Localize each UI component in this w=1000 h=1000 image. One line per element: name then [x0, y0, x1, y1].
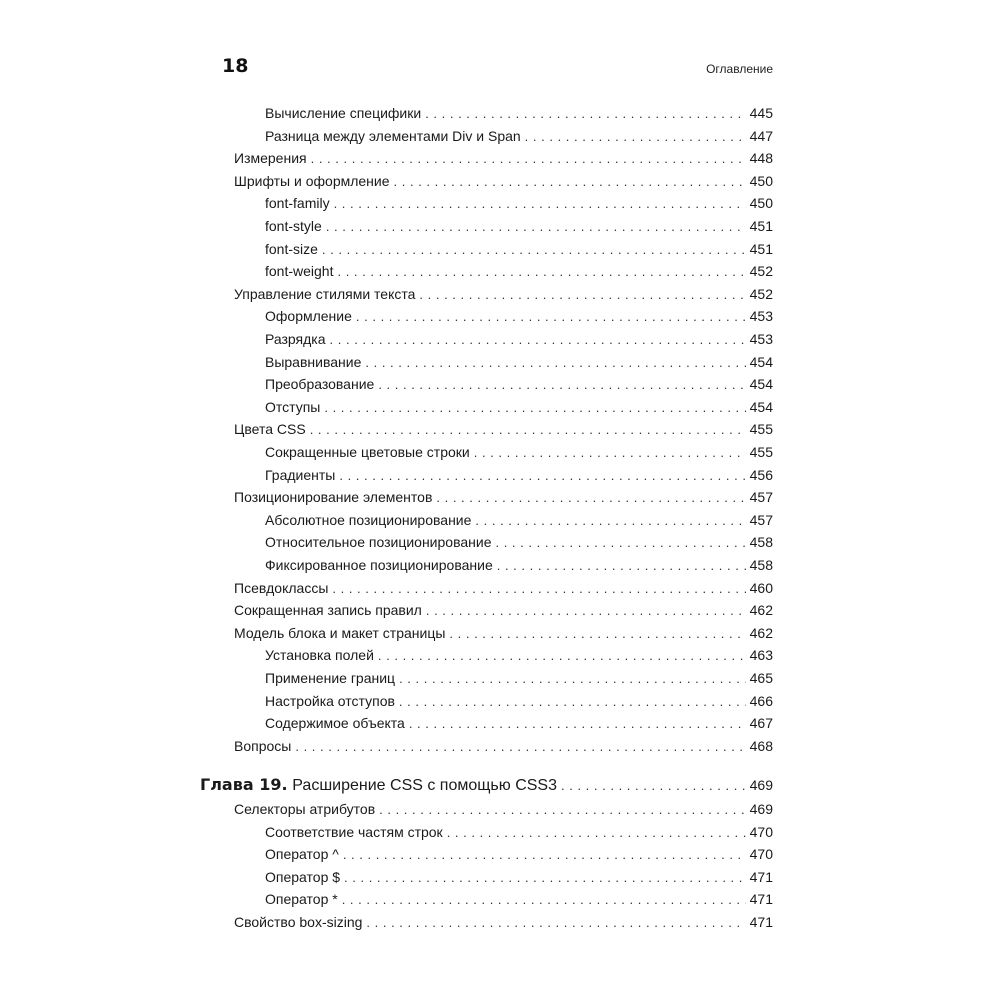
toc-entry [200, 147, 773, 169]
toc-entry [200, 690, 773, 712]
toc-entry-title: Измерения [234, 147, 311, 169]
dot-leader [342, 889, 746, 911]
toc-entry [200, 911, 773, 933]
dot-leader [419, 284, 745, 306]
dot-leader [447, 822, 746, 844]
dot-leader [425, 103, 745, 125]
toc-entry-title: Соответствие частям строк [265, 821, 447, 843]
toc-entry-page: 454 [749, 353, 773, 370]
toc-entry-title: Оформление [265, 305, 356, 327]
dot-leader [344, 867, 746, 889]
toc-entry-title: Позиционирование элементов [234, 486, 436, 508]
toc-entry [200, 486, 773, 508]
dot-leader [378, 645, 746, 667]
toc-entry-title: Преобразование [265, 373, 378, 395]
dot-leader [337, 261, 745, 283]
toc-entry-page: 470 [749, 823, 773, 840]
toc-entry [200, 396, 773, 418]
toc-entry-page: 460 [749, 579, 773, 596]
toc-entry-title: Установка полей [265, 644, 378, 666]
toc-entry [200, 464, 773, 486]
toc-entry-page: 451 [749, 218, 773, 234]
chapter-title-group [200, 774, 561, 797]
toc-entry [200, 798, 773, 820]
toc-entry-title: Псевдоклассы [234, 577, 332, 599]
toc-entry-title: Содержимое объекта [265, 712, 409, 734]
toc-entry [200, 735, 773, 757]
toc-entry [200, 622, 773, 644]
toc-entry-title: Цвета CSS [234, 418, 310, 440]
dot-leader [311, 148, 746, 170]
toc-entry-page: 455 [749, 421, 773, 438]
toc-entry [200, 888, 773, 910]
toc-entry-title: Разница между элементами Div и Span [265, 125, 525, 147]
toc-entry [200, 215, 773, 237]
toc-entry [200, 192, 773, 214]
toc-entry [200, 644, 773, 666]
toc-entry [200, 351, 773, 373]
toc-entry-title: Градиенты [265, 464, 339, 486]
toc-entry-page: 456 [749, 466, 773, 483]
toc-entry [200, 821, 773, 843]
toc-entry [200, 283, 773, 305]
toc-entry-page: 458 [749, 557, 773, 573]
toc-entry-page: 462 [749, 602, 773, 619]
toc-entry-page: 463 [749, 647, 773, 664]
toc-entry-title: Фиксированное позиционирование [265, 554, 497, 576]
toc-entry-page: 450 [749, 195, 773, 212]
dot-leader [399, 691, 746, 713]
toc-entry [200, 667, 773, 689]
toc-entry-page: 451 [749, 240, 773, 257]
dot-leader [426, 600, 746, 622]
dot-leader [561, 775, 746, 797]
dot-leader [475, 510, 745, 532]
toc-entry-title: Применение границ [265, 667, 399, 689]
dot-leader [525, 126, 746, 148]
toc-entry [200, 712, 773, 734]
toc-entry-title: Разрядка [265, 328, 330, 350]
chapter-page: 469 [749, 777, 773, 793]
toc-entry-page: 469 [749, 801, 773, 817]
toc-entry [200, 531, 773, 553]
toc-entry [200, 170, 773, 192]
page-number: 18 [222, 55, 249, 77]
dot-leader [334, 193, 746, 215]
toc-entry [200, 441, 773, 463]
toc-entry [200, 238, 773, 260]
toc-entry [200, 843, 773, 865]
toc-entry-title: Выравнивание [265, 351, 365, 373]
chapter-title: Расширение CSS с помощью CSS3 [292, 777, 557, 794]
toc-entry-title: Вопросы [234, 735, 295, 757]
toc-entry-page: 447 [749, 127, 773, 144]
dot-leader [339, 465, 745, 487]
toc-entry [200, 102, 773, 124]
dot-leader [394, 171, 746, 193]
toc-entry-page: 458 [749, 534, 773, 551]
dot-leader [474, 442, 746, 464]
toc-entry-page: 455 [749, 444, 773, 460]
dot-leader [365, 352, 745, 374]
toc-entry-page: 453 [749, 331, 773, 347]
dot-leader [436, 487, 745, 509]
chapter-label: Глава 19. [200, 775, 288, 794]
toc-entry-page: 470 [749, 846, 773, 863]
toc-entry [200, 418, 773, 440]
toc-entry-title: Относительное позиционирование [265, 531, 495, 553]
dot-leader [379, 799, 746, 821]
toc-entry-title: Оператор * [265, 888, 342, 910]
toc-entry-title: Вычисление специфики [265, 102, 425, 124]
dot-leader [378, 374, 745, 396]
dot-leader [330, 329, 746, 351]
dot-leader [295, 736, 745, 758]
dot-leader [495, 532, 745, 554]
toc-entry-title: Отступы [265, 396, 324, 418]
toc-entry-page: 465 [749, 670, 773, 686]
toc-entry [200, 577, 773, 599]
toc-entry-title: Управление стилями текста [234, 283, 419, 305]
toc-entry-page: 454 [749, 376, 773, 393]
toc-entry-title: Свойство box-sizing [234, 911, 366, 933]
toc-entry-page: 445 [749, 105, 773, 121]
toc-entry-page: 454 [749, 398, 773, 415]
toc-entry-title: font-weight [265, 260, 337, 282]
toc-entry-title: Сокращенные цветовые строки [265, 441, 474, 463]
toc-entry-page: 467 [749, 715, 773, 732]
toc-entry-page: 457 [749, 489, 773, 506]
dot-leader [497, 555, 746, 577]
toc-entry-page: 468 [749, 737, 773, 754]
toc-entry [200, 373, 773, 395]
dot-leader [324, 397, 745, 419]
toc-entry-title: Шрифты и оформление [234, 170, 394, 192]
toc-entry-title: Оператор ^ [265, 843, 343, 865]
dot-leader [356, 306, 746, 328]
toc-entry-page: 450 [749, 172, 773, 189]
toc-entry-title: font-size [265, 238, 322, 260]
toc-entry-title: Сокращенная запись правил [234, 599, 426, 621]
toc-entry-page: 471 [749, 891, 773, 908]
toc-entry [200, 328, 773, 350]
toc-entry-page: 471 [749, 914, 773, 930]
toc-entry [200, 260, 773, 282]
toc-entry-page: 452 [749, 285, 773, 302]
dot-leader [366, 912, 745, 934]
toc-entry-page: 462 [749, 624, 773, 641]
dot-leader [326, 216, 746, 238]
toc-entry-title: font-family [265, 192, 334, 214]
toc-entry-title: Абсолютное позиционирование [265, 509, 475, 531]
toc-entry [200, 305, 773, 327]
toc-entry-page: 448 [749, 150, 773, 167]
toc-entry [200, 125, 773, 147]
dot-leader [332, 578, 745, 600]
toc-entry [200, 554, 773, 576]
toc-entry-title: Оператор $ [265, 866, 344, 888]
toc-entry [200, 509, 773, 531]
toc-entry [200, 866, 773, 888]
toc-entry-page: 471 [749, 868, 773, 885]
toc-entry-title: Селекторы атрибутов [234, 798, 379, 820]
dot-leader [322, 239, 746, 261]
dot-leader [409, 713, 746, 735]
toc-entry-page: 466 [749, 692, 773, 709]
dot-leader [310, 419, 746, 441]
toc-entry-title: font-style [265, 215, 326, 237]
dot-leader [449, 623, 745, 645]
toc-entry-page: 453 [749, 308, 773, 325]
toc-entry-page: 452 [749, 263, 773, 280]
toc-entry-title: Модель блока и макет страницы [234, 622, 449, 644]
dot-leader [399, 668, 746, 690]
toc-entry [200, 599, 773, 621]
toc-entry-page: 457 [749, 511, 773, 528]
running-title: Оглавление [706, 62, 773, 76]
chapter-heading [200, 774, 773, 796]
toc-entry-title: Настройка отступов [265, 690, 399, 712]
dot-leader [343, 844, 746, 866]
